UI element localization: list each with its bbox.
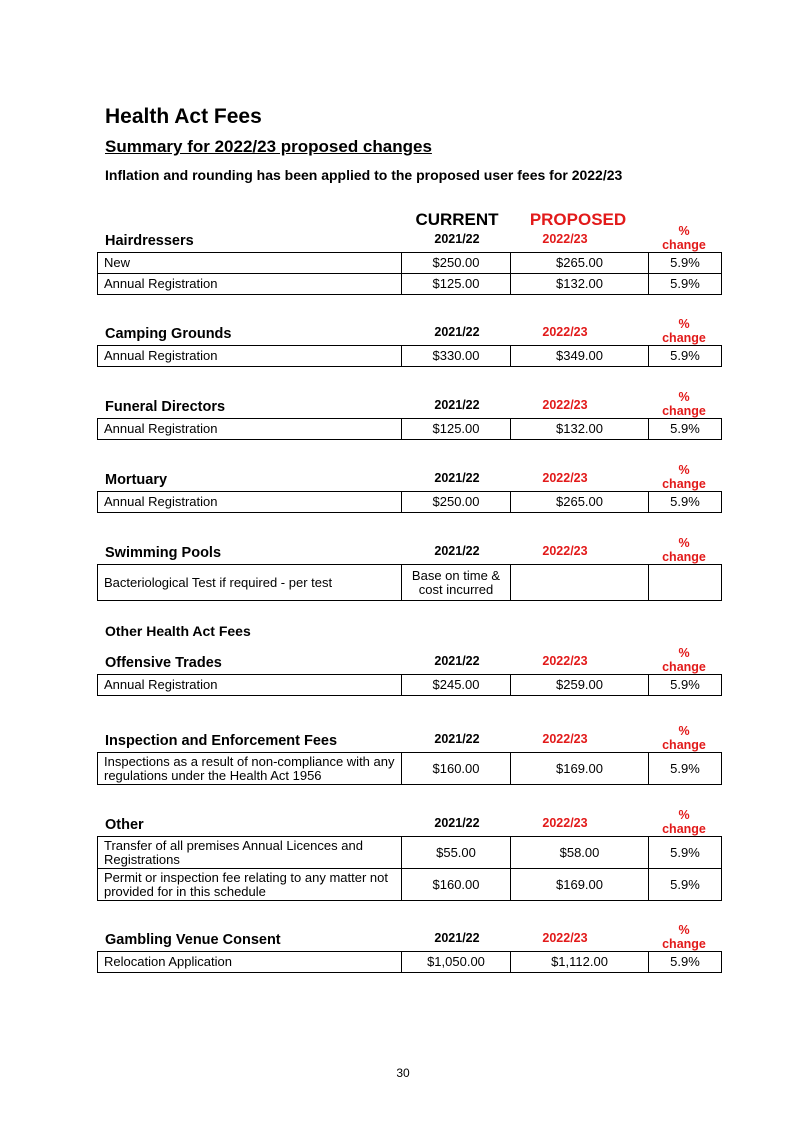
table-row [98, 253, 722, 274]
fee-pct: 5.9% [649, 753, 722, 785]
col-proposed-header: 2022/23 [542, 232, 588, 246]
col-proposed-header: 2022/23 [542, 325, 588, 339]
section-offensive-trades [97, 636, 721, 696]
col-current-header: 2021/22 [434, 816, 480, 830]
col-pct-header: % change [662, 536, 706, 564]
fee-table [97, 491, 722, 513]
fee-proposed: $132.00 [511, 274, 649, 295]
col-current-header: 2021/22 [434, 931, 480, 945]
fee-current: Base on time & cost incurred [402, 565, 511, 601]
table-row [98, 346, 722, 367]
page-number: 30 [396, 1066, 410, 1080]
col-pct-header: % change [662, 390, 706, 418]
current-label: CURRENT [415, 210, 499, 229]
section-title: Offensive Trades [105, 655, 222, 671]
section-gambling-venue [97, 913, 721, 973]
col-proposed-header: 2022/23 [542, 398, 588, 412]
section-title: Swimming Pools [105, 545, 222, 561]
fee-desc: Annual Registration [98, 675, 402, 696]
col-pct-header: % change [662, 808, 706, 836]
fee-pct: 5.9% [649, 952, 722, 973]
fee-table [97, 951, 722, 973]
fee-pct: 5.9% [649, 346, 722, 367]
fee-proposed: $265.00 [511, 253, 649, 274]
table-row [98, 869, 722, 901]
fee-current: $330.00 [402, 346, 511, 367]
fee-desc: Transfer of all premises Annual Licences and Registrations [98, 837, 402, 869]
fee-table [97, 252, 722, 295]
fee-proposed: $58.00 [511, 837, 649, 869]
section-title: Camping Grounds [105, 326, 232, 342]
col-pct-header: % change [662, 224, 706, 252]
col-current-header: 2021/22 [434, 325, 480, 339]
fee-pct: 5.9% [649, 253, 722, 274]
col-current-header: 2021/22 [434, 544, 480, 558]
fee-desc: Bacteriological Test if required - per test [98, 565, 402, 601]
fee-table [97, 674, 722, 696]
fee-desc: Annual Registration [98, 419, 402, 440]
col-current-header: 2021/22 [434, 654, 480, 668]
section-mortuary [97, 453, 721, 513]
table-row [98, 565, 722, 601]
col-proposed-header: 2022/23 [542, 931, 588, 945]
col-proposed-header: 2022/23 [542, 471, 588, 485]
fee-pct: 5.9% [649, 419, 722, 440]
col-current-header: 2021/22 [434, 471, 480, 485]
fee-desc: Annual Registration [98, 492, 402, 513]
table-row [98, 675, 722, 696]
fee-pct: 5.9% [649, 492, 722, 513]
col-current-header: 2021/22 [434, 732, 480, 746]
table-row [98, 419, 722, 440]
page-title: Health Act Fees [105, 105, 262, 128]
fee-pct: 5.9% [649, 837, 722, 869]
section-title: Mortuary [105, 472, 168, 488]
fee-pct [649, 565, 722, 601]
section-title: Gambling Venue Consent [105, 932, 281, 948]
section-camping-grounds [97, 307, 721, 367]
section-title: Hairdressers [105, 233, 194, 249]
table-row [98, 274, 722, 295]
fee-proposed: $132.00 [511, 419, 649, 440]
fee-proposed: $169.00 [511, 869, 649, 901]
section-swimming-pools [97, 526, 721, 601]
fee-pct: 5.9% [649, 274, 722, 295]
fee-pct: 5.9% [649, 869, 722, 901]
section-hairdressers [97, 214, 721, 295]
fee-desc: Relocation Application [98, 952, 402, 973]
col-pct-header: % change [662, 317, 706, 345]
section-title: Inspection and Enforcement Fees [105, 733, 338, 749]
fee-table [97, 836, 722, 901]
col-proposed-header: 2022/23 [542, 732, 588, 746]
page-subtitle: Summary for 2022/23 proposed changes [105, 137, 432, 156]
table-row [98, 837, 722, 869]
fee-current: $245.00 [402, 675, 511, 696]
table-row [98, 492, 722, 513]
section-funeral-directors [97, 380, 721, 440]
fee-desc: Annual Registration [98, 346, 402, 367]
fee-desc: Inspections as a result of non-compliance with any regulations under the Health Act 1956 [98, 753, 402, 785]
fee-proposed: $1,112.00 [511, 952, 649, 973]
col-pct-header: % change [662, 724, 706, 752]
fee-proposed: $265.00 [511, 492, 649, 513]
fee-proposed: $349.00 [511, 346, 649, 367]
col-proposed-header: 2022/23 [542, 544, 588, 558]
fee-table [97, 345, 722, 367]
fee-desc: Permit or inspection fee relating to any matter not provided for in this schedule [98, 869, 402, 901]
proposed-label: PROPOSED [529, 210, 627, 229]
fee-current: $160.00 [402, 869, 511, 901]
fee-current: $250.00 [402, 253, 511, 274]
section-title: Funeral Directors [105, 399, 226, 415]
col-proposed-header: 2022/23 [542, 816, 588, 830]
other-fees-heading: Other Health Act Fees [105, 623, 251, 639]
intro-text: Inflation and rounding has been applied to the proposed user fees for 2022/23 [105, 167, 623, 183]
col-current-header: 2021/22 [434, 398, 480, 412]
section-other [97, 798, 721, 901]
fee-desc: Annual Registration [98, 274, 402, 295]
fee-current: $160.00 [402, 753, 511, 785]
col-pct-header: % change [662, 646, 706, 674]
fee-pct: 5.9% [649, 675, 722, 696]
table-row [98, 753, 722, 785]
fee-table [97, 752, 722, 785]
col-proposed-header: 2022/23 [542, 654, 588, 668]
col-pct-header: % change [662, 463, 706, 491]
fee-proposed: $259.00 [511, 675, 649, 696]
fee-table [97, 418, 722, 440]
fee-current: $125.00 [402, 419, 511, 440]
section-title: Other [105, 817, 144, 833]
fee-current: $55.00 [402, 837, 511, 869]
fee-proposed: $169.00 [511, 753, 649, 785]
fee-proposed [511, 565, 649, 601]
fee-table [97, 564, 722, 601]
col-pct-header: % change [662, 923, 706, 951]
table-row [98, 952, 722, 973]
fee-current: $125.00 [402, 274, 511, 295]
fee-desc: New [98, 253, 402, 274]
fee-current: $1,050.00 [402, 952, 511, 973]
section-inspection-enforcement [97, 714, 721, 785]
fee-current: $250.00 [402, 492, 511, 513]
col-current-header: 2021/22 [434, 232, 480, 246]
